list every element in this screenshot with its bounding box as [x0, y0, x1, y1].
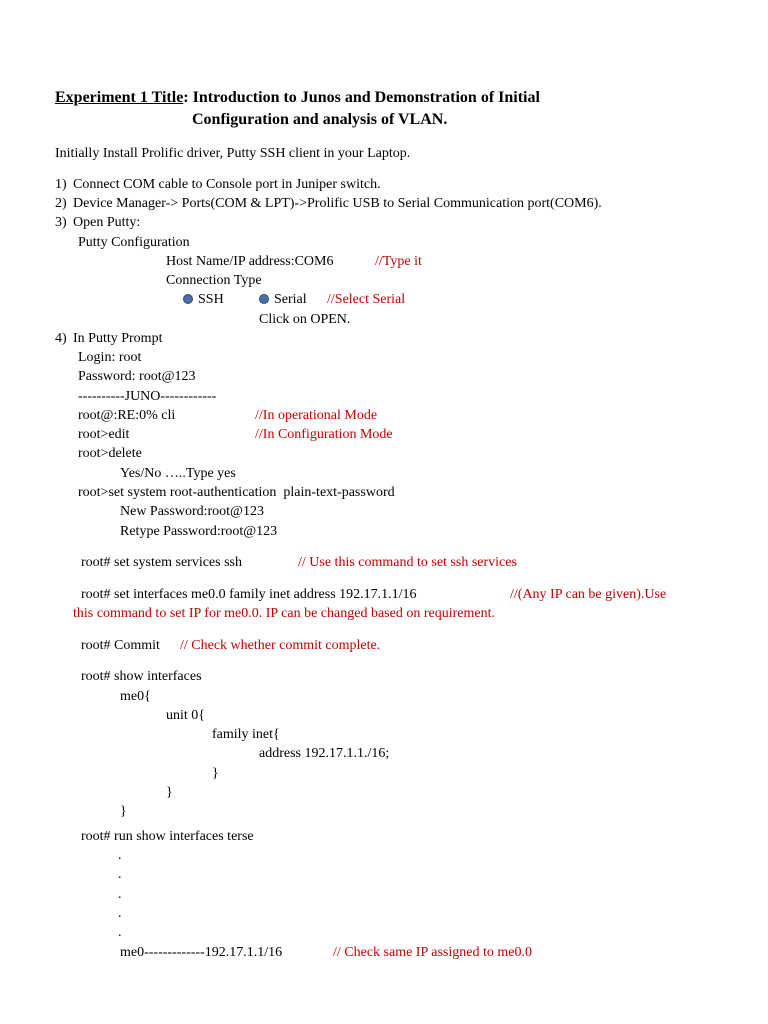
- ip-comment-1: //(Any IP can be given).Use: [510, 587, 667, 602]
- family-block-open: family inet{: [212, 727, 280, 742]
- serial-comment: //Select Serial: [327, 292, 406, 307]
- ellipsis-dot: .: [118, 887, 122, 902]
- host-comment: //Type it: [375, 254, 422, 269]
- ssh-option: [183, 291, 224, 309]
- login-line: Login: root: [78, 350, 142, 365]
- ellipsis-dot: .: [118, 867, 122, 882]
- step-4-text: In Putty Prompt: [73, 331, 163, 346]
- click-open: Click on OPEN.: [259, 312, 351, 327]
- intro-text: Initially Install Prolific driver, Putty SSH client in your Laptop.: [55, 146, 411, 161]
- radio-bullet-icon: [259, 294, 269, 304]
- terse-command: root# run show interfaces terse: [81, 829, 254, 844]
- experiment-title: [55, 88, 540, 108]
- step-2-number: 2): [55, 196, 67, 211]
- step-3-text: Open Putty:: [73, 215, 141, 230]
- title-line-2: Configuration and analysis of VLAN.: [192, 111, 448, 128]
- edit-command: root>edit: [78, 427, 130, 442]
- me0-result: me0-------------192.17.1.1/16: [120, 945, 283, 960]
- address-line: address 192.17.1.1./16;: [259, 746, 390, 761]
- cli-comment: //In operational Mode: [255, 408, 378, 423]
- ellipsis-dot: .: [118, 906, 122, 921]
- ssh-service-command: root# set system services ssh: [81, 555, 242, 570]
- serial-option: [259, 291, 307, 309]
- ellipsis-dot: .: [118, 848, 122, 863]
- ip-comment-2: this command to set IP for me0.0. IP can be changed based on requirement.: [73, 606, 495, 621]
- ssh-service-comment: // Use this command to set ssh services: [298, 555, 517, 570]
- unit-block-open: unit 0{: [166, 708, 205, 723]
- connection-type: Connection Type: [166, 273, 262, 288]
- retype-password-line: Retype Password:root@123: [120, 524, 278, 539]
- me0-result-comment: // Check same IP assigned to me0.0: [333, 945, 532, 960]
- commit-command: root# Commit: [81, 638, 160, 653]
- ip-command: root# set interfaces me0.0 family inet address 192.17.1.1/16: [81, 587, 417, 602]
- set-password-command: root>set system root-authentication plain-text-password: [78, 485, 395, 500]
- unit-block-close: }: [166, 785, 173, 800]
- radio-bullet-icon: [183, 294, 193, 304]
- step-2-text: Device Manager-> Ports(COM & LPT)->Prolific USB to Serial Communication port(COM6).: [73, 196, 602, 211]
- title-label: Experiment 1 Title: [55, 89, 184, 106]
- password-line: Password: root@123: [78, 369, 196, 384]
- me0-block-close: }: [120, 804, 127, 819]
- putty-configuration: Putty Configuration: [78, 235, 190, 250]
- step-4-number: 4): [55, 331, 67, 346]
- host-name-line: Host Name/IP address:COM6: [166, 254, 334, 269]
- step-1-text: Connect COM cable to Console port in Juniper switch.: [73, 177, 381, 192]
- title-line-1: : Introduction to Junos and Demonstration of Initial: [183, 89, 540, 106]
- commit-comment: // Check whether commit complete.: [180, 638, 381, 653]
- show-interfaces-command: root# show interfaces: [81, 669, 202, 684]
- juno-separator: ----------JUNO------------: [78, 389, 217, 404]
- serial-label: Serial: [274, 292, 307, 307]
- delete-command: root>delete: [78, 446, 142, 461]
- yes-no-line: Yes/No …..Type yes: [120, 466, 236, 481]
- edit-comment: //In Configuration Mode: [255, 427, 393, 442]
- ssh-label: SSH: [198, 292, 224, 307]
- ellipsis-dot: .: [118, 925, 122, 940]
- step-3-number: 3): [55, 215, 67, 230]
- step-1-number: 1): [55, 177, 67, 192]
- me0-block-open: me0{: [120, 689, 151, 704]
- cli-command: root@:RE:0% cli: [78, 408, 176, 423]
- family-block-close: }: [212, 766, 219, 781]
- new-password-line: New Password:root@123: [120, 504, 264, 519]
